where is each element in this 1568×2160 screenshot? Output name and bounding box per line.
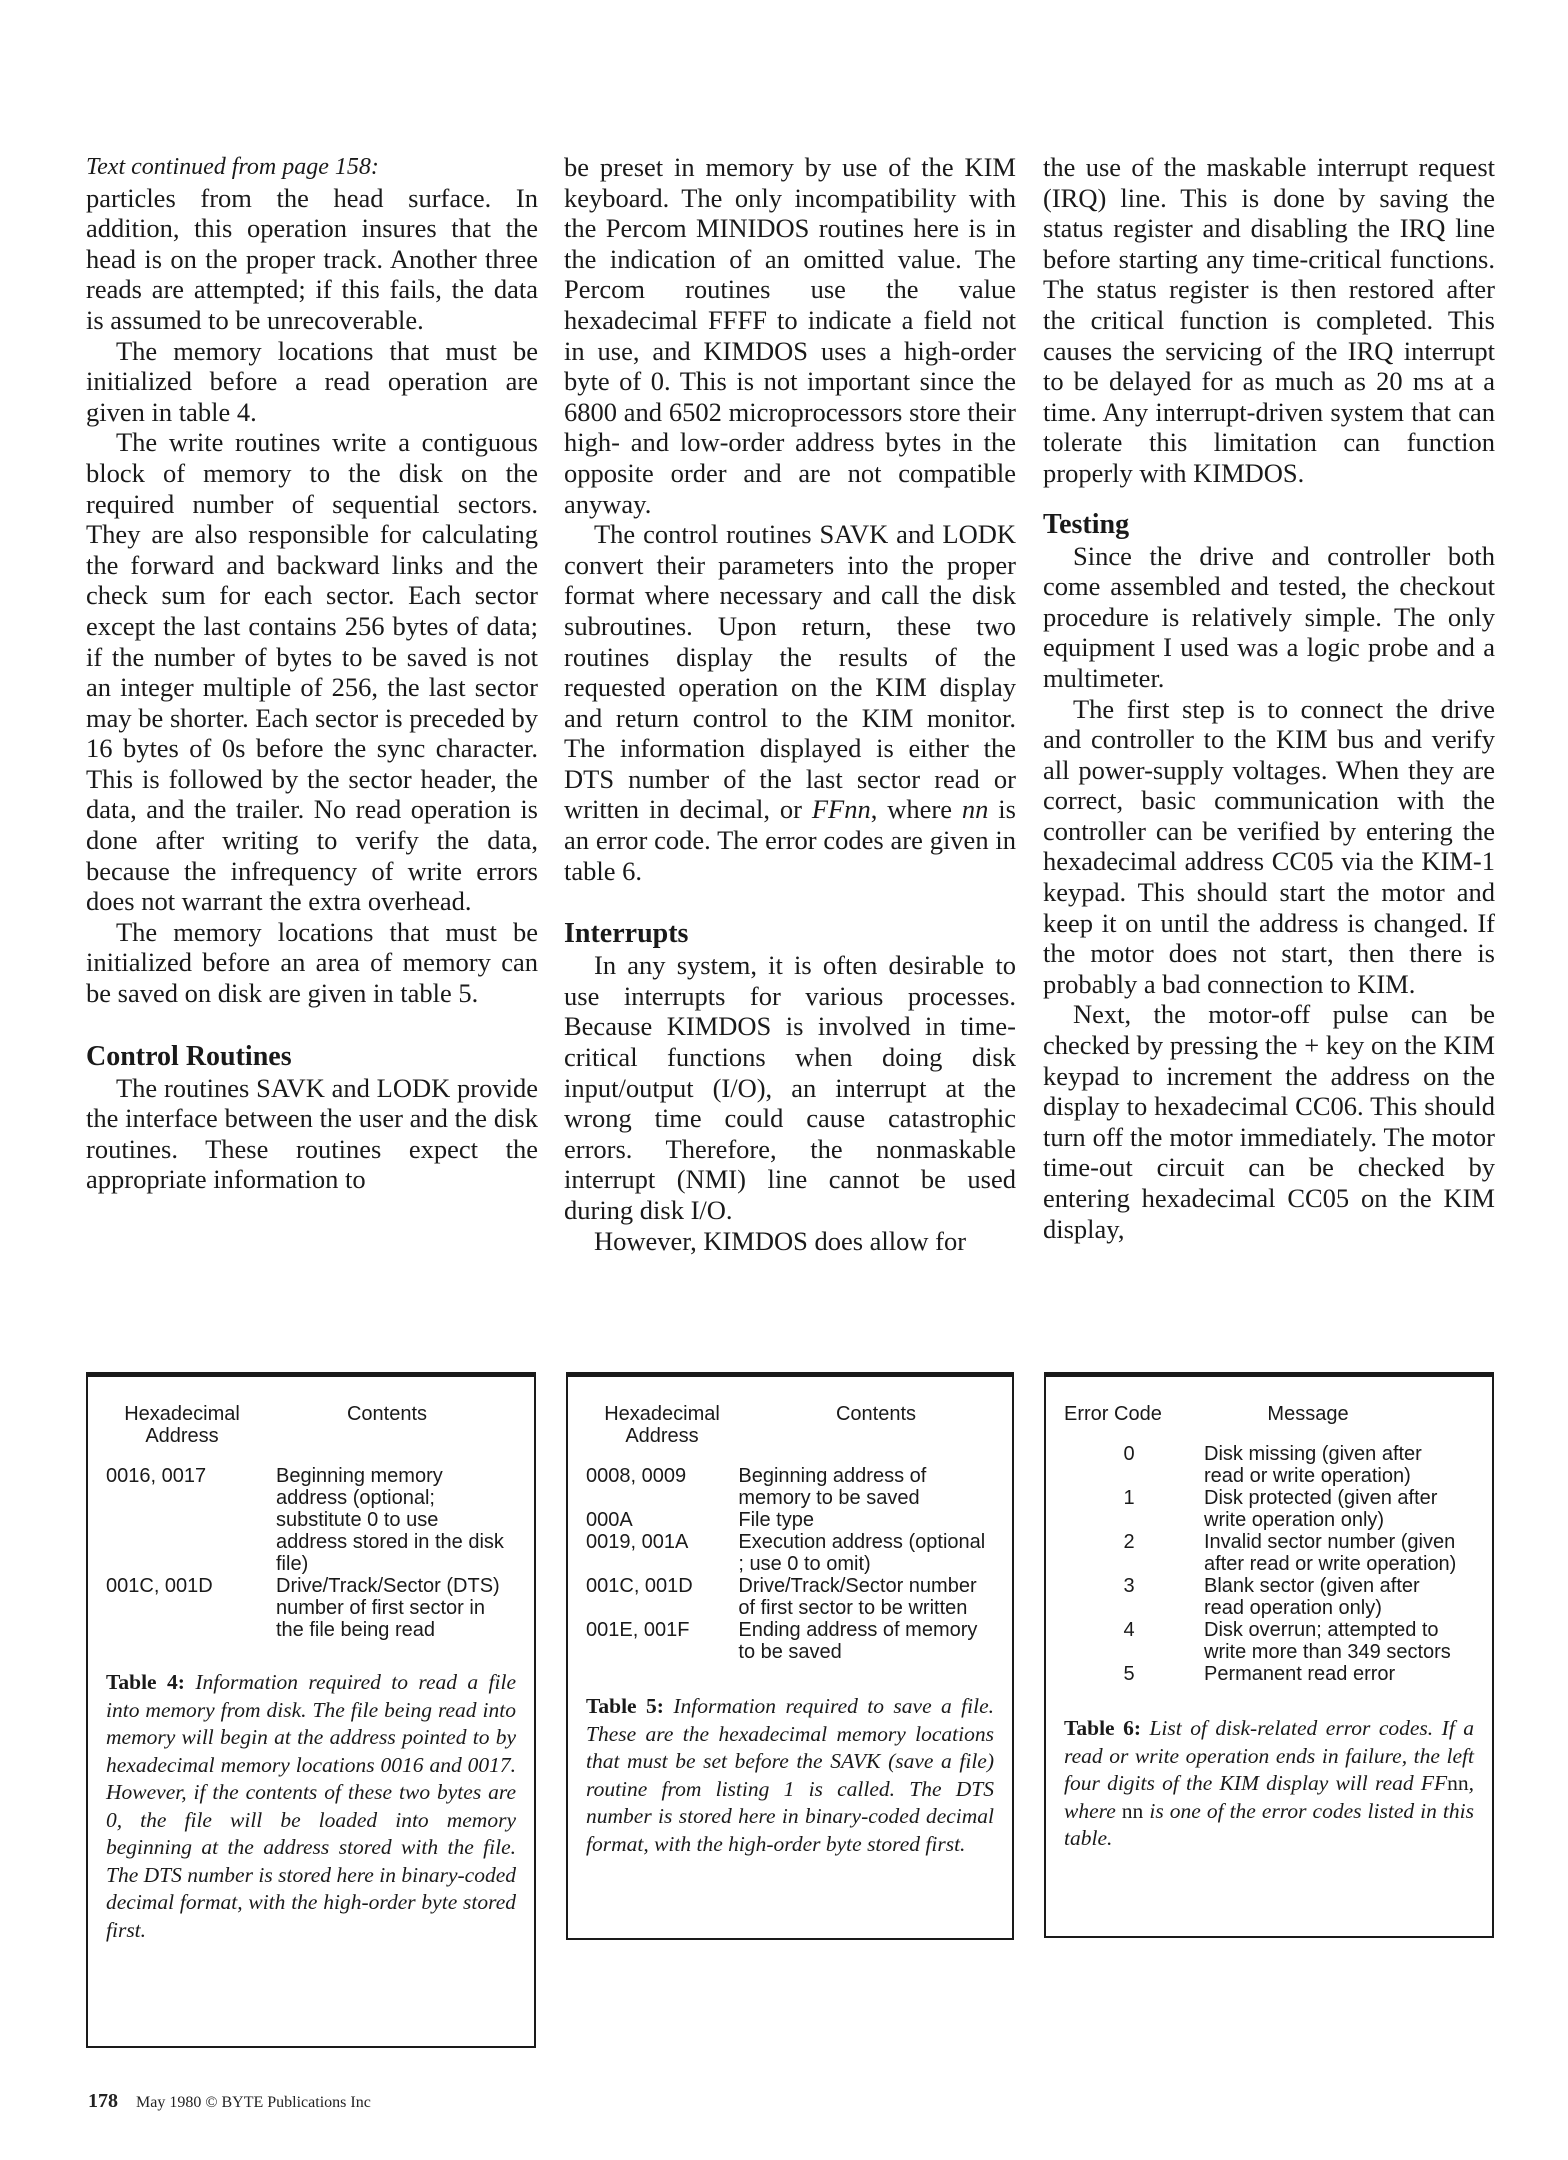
table-row	[586, 1465, 994, 1509]
error-code-cell: 3	[1123, 1575, 1135, 1597]
text-run: , where	[870, 794, 962, 825]
column-header-contents: Contents	[835, 1403, 917, 1425]
paragraph	[564, 519, 1016, 886]
table-header	[586, 1403, 994, 1447]
paragraph: particles from the head surface. In addition, this operation insures that the head is on the proper track. Another three reads are attempted; if this fails, the data is assumed to be unrecoverable.	[86, 182, 538, 335]
table-row	[586, 1509, 994, 1531]
column-header-contents: Contents	[346, 1403, 428, 1425]
address-cell: 001C, 001D	[106, 1575, 213, 1597]
paragraph: However, KIMDOS does allow for	[594, 1225, 967, 1256]
table-row	[1064, 1663, 1474, 1685]
error-code-cell: 1	[1123, 1487, 1135, 1509]
table-5-box	[566, 1372, 1014, 1940]
table-row	[586, 1531, 994, 1575]
column-header-error-code: Error Code	[1064, 1403, 1162, 1425]
text-column-2	[564, 152, 1016, 1256]
table-row	[106, 1575, 516, 1641]
contents-cell: File type	[738, 1509, 814, 1531]
message-cell: Invalid sector number (given after read or write operation)	[1204, 1531, 1457, 1575]
page-number: 178	[88, 2090, 118, 2112]
message-cell: Disk missing (given after read or write operation)	[1204, 1443, 1422, 1487]
contents-cell: Drive/Track/Sector (DTS) number of first sector in the file being read	[276, 1575, 500, 1641]
address-cell: 001E, 001F	[586, 1619, 690, 1641]
contents-cell: Execution address (optional ; use 0 to omit)	[738, 1531, 986, 1575]
table-row	[1064, 1531, 1474, 1575]
section-heading-interrupts: Interrupts	[564, 918, 689, 950]
caption-text: Information required to save a file. These are the hexadecimal memory locations that must be set before the SAVK (save a file) routine from listing 1 is called. The DTS number is stored here in binary-coded decimal format, with the high-order byte stored first.	[586, 1694, 995, 1856]
paragraph: Since the drive and controller both come assembled and tested, the checkout procedure is relatively simple. The only equipment I used was a logic probe and a multimeter.	[1043, 540, 1495, 693]
caption-text: List of disk-related error codes. If a read or write operation ends in failure, the left four digits of the KIM display will read FF	[1064, 1716, 1475, 1795]
table-row	[106, 1465, 516, 1575]
footer-credit: May 1980 © BYTE Publications Inc	[136, 2094, 371, 2111]
paragraph: Next, the motor-off pulse can be checked by pressing the + key on the KIM keypad to increment the address on the display to hexadecimal CC06. This should turn off the motor immediately. The motor time-out circuit can be checked by entering hexadecimal CC05 on the KIM display,	[1043, 999, 1495, 1244]
address-cell: 0019, 001A	[586, 1531, 689, 1553]
address-cell: 001C, 001D	[586, 1575, 693, 1597]
table-6-box	[1044, 1372, 1494, 1938]
caption-text: , where	[1064, 1771, 1474, 1823]
text-column-3	[1043, 152, 1495, 1244]
caption-label: Table 4:	[106, 1670, 185, 1694]
caption-text: is one of the error codes listed in this table.	[1064, 1798, 1474, 1850]
table-row	[1064, 1619, 1474, 1663]
message-cell: Disk protected (given after write operation only)	[1204, 1487, 1438, 1531]
paragraph: be preset in memory by use of the KIM keyboard. The only incompatibility with the Percom MINIDOS routines here is in the indication of an omitted value. The Percom routines use the value hexadecimal FFFF to indicate a field not in use, and KIMDOS uses a high-order byte of 0. This is not important since the 6800 and 6502 microprocessors store their high- and low-order address bytes in the opposite order and are not compatible anyway.	[564, 152, 1016, 519]
message-cell: Blank sector (given after read operation only)	[1204, 1575, 1420, 1619]
table-caption	[106, 1669, 516, 1944]
contents-cell: Beginning memory address (optional; substitute 0 to use address stored in the disk file)	[276, 1465, 504, 1575]
table-row	[1064, 1575, 1474, 1619]
table-row	[1064, 1487, 1474, 1531]
error-code-cell: 0	[1123, 1443, 1135, 1465]
error-code-cell: 2	[1123, 1531, 1135, 1553]
table-caption	[1064, 1715, 1474, 1853]
text-run: nn	[961, 794, 989, 825]
caption-text: nn	[1447, 1771, 1469, 1795]
table-header	[106, 1403, 516, 1447]
address-cell: 0008, 0009	[586, 1465, 687, 1487]
message-cell: Permanent read error	[1204, 1663, 1396, 1685]
section-heading-testing: Testing	[1043, 508, 1130, 540]
paragraph: the use of the maskable interrupt request (IRQ) line. This is done by saving the status register and disabling the IRQ line before starting any time-critical functions. The status register is then restored after the critical function is completed. This causes the servicing of the IRQ interrupt to be delayed for as much as 20 ms at a time. Any interrupt-driven system that can tolerate this limitation can function properly with KIMDOS.	[1043, 152, 1495, 488]
column-header-message: Message	[1267, 1403, 1349, 1425]
message-cell: Disk overrun; attempted to write more than 349 sectors	[1204, 1619, 1451, 1663]
text-column-1	[86, 152, 538, 1195]
text-run: is an error code. The error codes are given in table 6.	[564, 794, 1016, 886]
error-code-cell: 4	[1123, 1619, 1135, 1641]
paragraph: The memory locations that must be initialized before a read operation are given in table 4.	[86, 335, 538, 427]
table-row	[586, 1575, 994, 1619]
table-row	[1064, 1443, 1474, 1487]
address-cell: 0016, 0017	[106, 1465, 207, 1487]
paragraph: In any system, it is often desirable to use interrupts for various processes. Because KIMDOS is involved in time-critical functions when doing disk input/output (I/O), an interrupt at the wrong time could cause catastrophic errors. Therefore, the nonmaskable interrupt (NMI) line cannot be used during disk I/O.	[564, 950, 1016, 1225]
column-header-address: Hexadecimal Address	[124, 1403, 240, 1447]
paragraph: The write routines write a contiguous block of memory to the disk on the required number of sequential sectors. They are also responsible for calculating the forward and backward links and the check sum for each sector. Each sector except the last contains 256 bytes of data; if the number of bytes to be saved is not an integer multiple of 256, the last sector may be shorter. Each sector is preceded by 16 bytes of 0s before the sync character. This is followed by the sector header, the data, and the trailer. No read operation is done after writing to verify the data, because the infrequency of write errors does not warrant the extra overhead.	[86, 427, 538, 917]
continued-note: Text continued from page 158:	[86, 154, 379, 180]
caption-label: Table 6:	[1064, 1716, 1141, 1740]
error-code-cell: 5	[1123, 1663, 1135, 1685]
text-run: The control routines SAVK and LODK convert their parameters into the proper format where necessary and call the disk subroutines. Upon return, these two routines display the results of the requested operation on the KIM display and return control to the KIM monitor. The information displayed is either the DTS number of the last sector read or written in decimal, or	[564, 519, 1016, 825]
contents-cell: Drive/Track/Sector number of first sector to be written	[738, 1575, 977, 1619]
table-4-box	[86, 1372, 536, 2048]
contents-cell: Ending address of memory to be saved	[738, 1619, 978, 1663]
table-caption	[586, 1693, 994, 1858]
caption-label: Table 5:	[586, 1694, 664, 1718]
address-cell: 000A	[586, 1509, 633, 1531]
table-row	[586, 1619, 994, 1663]
caption-text: nn	[1121, 1798, 1144, 1823]
paragraph: The first step is to connect the drive and controller to the KIM bus and verify all power-supply voltages. When they are correct, basic communication with the controller can be verified by entering the hexadecimal address CC05 via the KIM-1 keypad. This should start the motor and keep it on until the address is changed. If the motor does not start, then there is probably a bad connection to KIM.	[1043, 693, 1495, 999]
section-heading-control-routines: Control Routines	[86, 1040, 292, 1072]
text-run: FFnn	[811, 794, 871, 825]
column-header-address: Hexadecimal Address	[604, 1403, 720, 1447]
paragraph: The routines SAVK and LODK provide the interface between the user and the disk routines. These routines expect the appropriate information to	[86, 1072, 538, 1195]
caption-text: Information required to read a file into memory from disk. The file being read into memory will begin at the address pointed to by hexadecimal memory locations 0016 and 0017. However, if the contents of these two bytes are 0, the file will be loaded into memory beginning at the address stored with the file. The DTS number is stored here in binary-coded decimal format, with the high-order byte stored first.	[106, 1670, 517, 1942]
page-footer	[88, 2090, 371, 2113]
table-header	[1064, 1403, 1474, 1425]
contents-cell: Beginning address of memory to be saved	[738, 1465, 927, 1509]
paragraph: The memory locations that must be initialized before an area of memory can be saved on disk are given in table 5.	[86, 916, 538, 1009]
